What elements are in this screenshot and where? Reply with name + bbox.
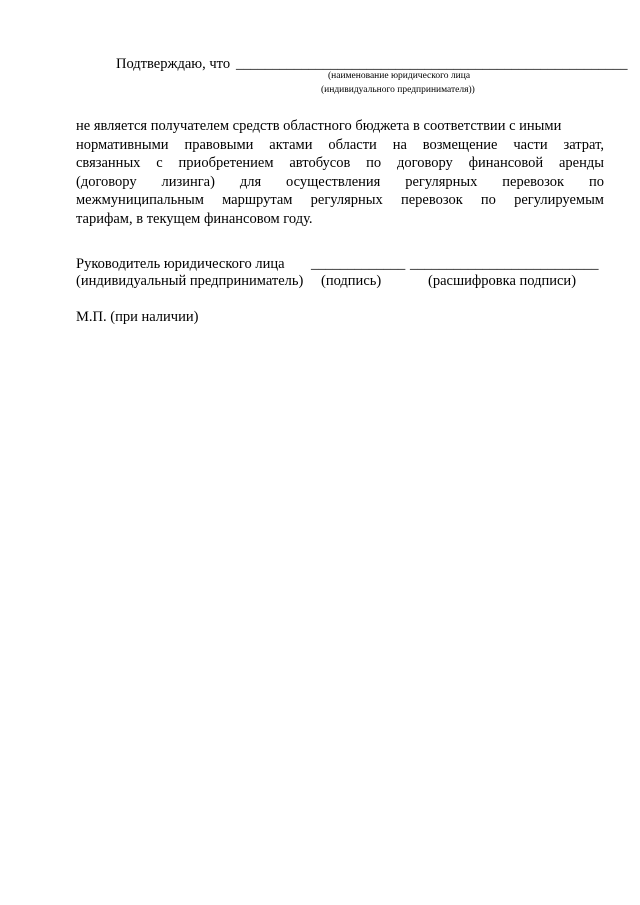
signature-caption: (подпись) (321, 273, 382, 289)
organization-name-blank: ______________________________________________________ (236, 56, 628, 72)
paragraph-line: нормативными правовыми актами области на возмещение части затрат, (76, 136, 604, 153)
paragraph-line: тарифам, в текущем финансовом году. (76, 210, 313, 227)
organization-caption-line2: (индивидуального предпринимателя)) (321, 85, 475, 95)
signature-decoding-blank: __________________________ (410, 256, 599, 272)
signature-blank: _____________ (311, 256, 406, 272)
signer-role-line2: (индивидуальный предприниматель) (76, 273, 304, 289)
confirmation-paragraph (76, 117, 604, 228)
paragraph-line: связанных с приобретением автобусов по договору финансовой аренды (76, 155, 604, 171)
paragraph-line: (договору лизинга) для осуществления регулярных перевозок по (76, 173, 604, 190)
organization-caption-line1: (наименование юридического лица (328, 71, 471, 81)
signature-decoding-caption: (расшифровка подписи) (428, 273, 577, 289)
signer-role-line1: Руководитель юридического лица (76, 256, 285, 272)
stamp-place-label: М.П. (при наличии) (76, 309, 199, 325)
paragraph-line: не является получателем средств областного бюджета в соответствии с иными (76, 118, 562, 134)
confirm-text: Подтверждаю, что (116, 56, 231, 72)
paragraph-line: межмуниципальным маршрутам регулярных перевозок по регулируемым (76, 192, 604, 208)
